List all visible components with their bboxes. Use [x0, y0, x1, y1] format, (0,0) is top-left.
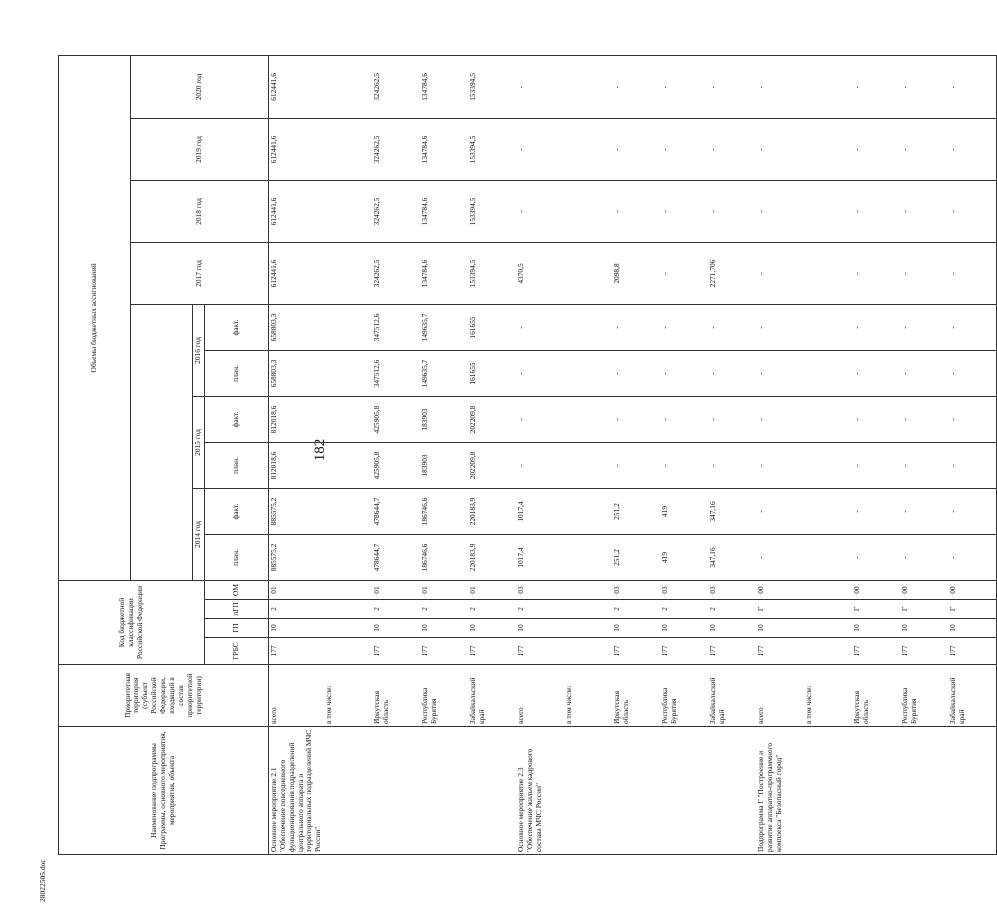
cell-f2014: 251,2 — [612, 488, 660, 534]
cell-y2018: 134784,6 — [420, 180, 468, 242]
cell-p2015: 183903 — [420, 442, 468, 488]
header-2016: 2016 год — [193, 304, 205, 396]
cell-f2015 — [564, 396, 612, 442]
cell-y2019: - — [660, 118, 708, 180]
cell-f2014: - — [756, 488, 804, 534]
cell-y2020: - — [516, 55, 564, 118]
cell-y2018 — [564, 180, 612, 242]
cell-y2019: - — [516, 118, 564, 180]
cell-grbs: 177 — [372, 638, 420, 665]
cell-y2019: - — [900, 118, 948, 180]
cell-y2018 — [324, 180, 372, 242]
cell-name — [852, 727, 900, 855]
cell-pgp: 2 — [660, 600, 708, 619]
cell-p2015: - — [852, 442, 900, 488]
cell-p2014 — [324, 534, 372, 580]
cell-om: 03 — [708, 580, 756, 599]
cell-p2015: - — [948, 442, 997, 488]
cell-f2016 — [564, 304, 612, 350]
cell-name — [660, 727, 708, 855]
cell-y2020: - — [612, 55, 660, 118]
cell-y2017: 134784,6 — [420, 242, 468, 304]
cell-y2020 — [564, 55, 612, 118]
cell-territory: в том числе: — [804, 665, 852, 727]
table-row — [804, 55, 852, 854]
cell-territory: Республика Бурятия — [900, 665, 948, 727]
cell-gp: 10 — [948, 619, 997, 638]
cell-y2017: - — [900, 242, 948, 304]
cell-p2015 — [564, 442, 612, 488]
cell-y2017: 2271,706 — [708, 242, 756, 304]
cell-grbs: 177 — [420, 638, 468, 665]
cell-p2014: - — [852, 534, 900, 580]
cell-pgp: Г — [852, 600, 900, 619]
cell-y2017: - — [660, 242, 708, 304]
cell-gp: 10 — [420, 619, 468, 638]
cell-y2017: 2098,8 — [612, 242, 660, 304]
cell-p2014: 251,2 — [612, 534, 660, 580]
cell-pgp: 2 — [268, 600, 324, 619]
cell-f2015: 425905,8 — [372, 396, 420, 442]
cell-p2015: 425905,8 — [372, 442, 420, 488]
cell-f2015: - — [708, 396, 756, 442]
table-header — [59, 55, 269, 854]
cell-f2014: 885575,2 — [268, 488, 324, 534]
cell-name — [804, 727, 852, 855]
table-row — [324, 55, 372, 854]
cell-y2017 — [324, 242, 372, 304]
header-om: ОМ — [204, 580, 268, 599]
cell-name — [708, 727, 756, 855]
cell-gp: 10 — [852, 619, 900, 638]
cell-f2016 — [804, 304, 852, 350]
cell-y2019: - — [708, 118, 756, 180]
cell-y2019 — [804, 118, 852, 180]
cell-grbs — [804, 638, 852, 665]
cell-f2015 — [324, 396, 372, 442]
cell-gp: 10 — [268, 619, 324, 638]
header-fact-2014: факт. — [204, 488, 268, 534]
cell-grbs — [324, 638, 372, 665]
cell-om: 01 — [420, 580, 468, 599]
cell-name — [900, 727, 948, 855]
cell-p2015: - — [756, 442, 804, 488]
cell-p2016: - — [708, 350, 756, 396]
cell-y2019: - — [756, 118, 804, 180]
cell-p2014: - — [756, 534, 804, 580]
table-row — [516, 55, 564, 854]
cell-y2020: - — [852, 55, 900, 118]
cell-p2016: - — [852, 350, 900, 396]
cell-gp: 10 — [516, 619, 564, 638]
cell-p2016: 658803,3 — [268, 350, 324, 396]
cell-pgp: 2 — [516, 600, 564, 619]
header-pgp: пГП — [204, 600, 268, 619]
cell-p2014: 419 — [660, 534, 708, 580]
cell-gp — [804, 619, 852, 638]
table-row — [612, 55, 660, 854]
budget-table — [58, 55, 997, 855]
cell-y2018: - — [660, 180, 708, 242]
cell-p2016: - — [948, 350, 997, 396]
cell-f2015: 812018,6 — [268, 396, 324, 442]
cell-p2014: 885575,2 — [268, 534, 324, 580]
cell-y2020: - — [756, 55, 804, 118]
cell-y2018: - — [852, 180, 900, 242]
header-fact-2016: факт. — [204, 304, 268, 350]
cell-f2015: - — [852, 396, 900, 442]
cell-y2018: 153394,5 — [468, 180, 516, 242]
header-2014: 2014 год — [193, 488, 205, 580]
cell-f2015: - — [948, 396, 997, 442]
cell-grbs: 177 — [900, 638, 948, 665]
cell-y2017: 4370,5 — [516, 242, 564, 304]
header-grbs: ГРБС — [204, 638, 268, 665]
cell-y2020: 153394,5 — [468, 55, 516, 118]
cell-f2016: - — [948, 304, 997, 350]
cell-gp: 10 — [372, 619, 420, 638]
cell-p2014: 347,16 — [708, 534, 756, 580]
cell-f2014: 347,16 — [708, 488, 756, 534]
cell-y2018: - — [708, 180, 756, 242]
header-name: Наименование подпрограммы Программы, основного мероприятия, мероприятия, объекта — [59, 727, 269, 855]
cell-y2017: 153394,5 — [468, 242, 516, 304]
cell-p2014: 220183,9 — [468, 534, 516, 580]
cell-y2019: - — [852, 118, 900, 180]
cell-territory: всего — [516, 665, 564, 727]
cell-p2016 — [324, 350, 372, 396]
cell-gp: 10 — [612, 619, 660, 638]
cell-f2014: - — [852, 488, 900, 534]
cell-pgp: Г — [900, 600, 948, 619]
header-plan-2016: план. — [204, 350, 268, 396]
cell-territory: Иркутская область — [612, 665, 660, 727]
cell-territory: Забайкальский край — [708, 665, 756, 727]
table-row — [852, 55, 900, 854]
cell-name — [468, 727, 516, 855]
cell-om: 03 — [660, 580, 708, 599]
cell-pgp: Г — [756, 600, 804, 619]
cell-p2014 — [564, 534, 612, 580]
cell-territory: в том числе: — [564, 665, 612, 727]
table-row — [564, 55, 612, 854]
cell-gp — [564, 619, 612, 638]
cell-pgp — [804, 600, 852, 619]
cell-f2016 — [324, 304, 372, 350]
cell-y2018: - — [900, 180, 948, 242]
cell-p2014: - — [948, 534, 997, 580]
cell-f2014: 1017,4 — [516, 488, 564, 534]
cell-om: 01 — [268, 580, 324, 599]
cell-p2014 — [804, 534, 852, 580]
cell-grbs: 177 — [516, 638, 564, 665]
cell-gp — [324, 619, 372, 638]
cell-grbs: 177 — [612, 638, 660, 665]
cell-pgp: 2 — [468, 600, 516, 619]
cell-p2016: 347512,6 — [372, 350, 420, 396]
cell-om: 00 — [756, 580, 804, 599]
cell-pgp — [324, 600, 372, 619]
cell-y2018: - — [756, 180, 804, 242]
cell-grbs: 177 — [708, 638, 756, 665]
cell-f2015: 183903 — [420, 396, 468, 442]
table-row — [708, 55, 756, 854]
cell-y2018 — [804, 180, 852, 242]
cell-om — [804, 580, 852, 599]
cell-y2019: - — [612, 118, 660, 180]
cell-f2016: 149635,7 — [420, 304, 468, 350]
page-number: 182 — [312, 438, 328, 462]
cell-f2014: 478644,7 — [372, 488, 420, 534]
cell-y2018: - — [612, 180, 660, 242]
header-plan-2014: план. — [204, 534, 268, 580]
cell-name: Основное мероприятие 2.1 "Обеспечение повседневного функционирования подразделений центрального аппарата и территориальных подразделений МЧС России" — [268, 727, 324, 855]
header-2015: 2015 год — [193, 396, 205, 488]
cell-name — [612, 727, 660, 855]
cell-territory: Иркутская область — [852, 665, 900, 727]
cell-y2019: - — [948, 118, 997, 180]
cell-f2016: - — [612, 304, 660, 350]
cell-grbs: 177 — [756, 638, 804, 665]
cell-p2015: - — [660, 442, 708, 488]
cell-f2014 — [324, 488, 372, 534]
cell-p2016: - — [660, 350, 708, 396]
cell-y2020: 612441,6 — [268, 55, 324, 118]
cell-om: 03 — [516, 580, 564, 599]
header-fact-2015: факт. — [204, 396, 268, 442]
cell-p2014: 1017,4 — [516, 534, 564, 580]
cell-p2015: - — [708, 442, 756, 488]
cell-y2017: - — [852, 242, 900, 304]
cell-p2015: - — [516, 442, 564, 488]
cell-pgp: 2 — [420, 600, 468, 619]
table-body — [268, 55, 996, 854]
cell-p2015: - — [612, 442, 660, 488]
header-territory: Приоритетная территория (субъект Российской Федерации, входящий в состав приоритетной территории) — [59, 665, 269, 727]
cell-y2017 — [564, 242, 612, 304]
cell-f2016: 658803,3 — [268, 304, 324, 350]
cell-p2015: 202209,8 — [468, 442, 516, 488]
cell-om — [564, 580, 612, 599]
cell-f2016: - — [660, 304, 708, 350]
cell-y2019: 153394,5 — [468, 118, 516, 180]
cell-f2014 — [804, 488, 852, 534]
cell-y2019 — [324, 118, 372, 180]
header-volumes: Объемы бюджетных ассигнований — [59, 55, 131, 580]
cell-name — [324, 727, 372, 855]
cell-y2018: 324262,5 — [372, 180, 420, 242]
cell-territory: Республика Бурятия — [660, 665, 708, 727]
cell-om — [324, 580, 372, 599]
table-row — [660, 55, 708, 854]
cell-f2015: 202209,8 — [468, 396, 516, 442]
cell-f2014: - — [948, 488, 997, 534]
header-2019: 2019 год — [131, 118, 269, 180]
cell-grbs: 177 — [852, 638, 900, 665]
cell-pgp: 2 — [708, 600, 756, 619]
cell-territory: Забайкальский край — [468, 665, 516, 727]
cell-gp: 10 — [900, 619, 948, 638]
cell-f2016: - — [852, 304, 900, 350]
cell-f2016: 161655 — [468, 304, 516, 350]
table-row — [948, 55, 997, 854]
cell-om: 00 — [900, 580, 948, 599]
cell-om: 00 — [948, 580, 997, 599]
cell-y2020: - — [660, 55, 708, 118]
header-2017: 2017 год — [131, 242, 269, 304]
cell-pgp: 2 — [372, 600, 420, 619]
cell-y2020: 324262,5 — [372, 55, 420, 118]
cell-y2017: 324262,5 — [372, 242, 420, 304]
cell-f2015 — [804, 396, 852, 442]
cell-f2014: 186746,6 — [420, 488, 468, 534]
cell-pgp: Г — [948, 600, 997, 619]
header-2018: 2018 год — [131, 180, 269, 242]
cell-y2019 — [564, 118, 612, 180]
cell-p2016: - — [612, 350, 660, 396]
cell-om: 03 — [612, 580, 660, 599]
cell-y2017: 612441,6 — [268, 242, 324, 304]
document-id: 28022505.doc — [38, 859, 47, 902]
header-gp: ГП — [204, 619, 268, 638]
cell-om: 01 — [468, 580, 516, 599]
cell-p2016: - — [900, 350, 948, 396]
cell-y2020: 134784,6 — [420, 55, 468, 118]
cell-y2020: - — [900, 55, 948, 118]
cell-f2015: - — [612, 396, 660, 442]
cell-p2016 — [564, 350, 612, 396]
cell-name — [372, 727, 420, 855]
cell-y2017: - — [756, 242, 804, 304]
cell-p2014: 478644,7 — [372, 534, 420, 580]
table-row — [420, 55, 468, 854]
cell-p2016: 149635,7 — [420, 350, 468, 396]
cell-territory: в том числе: — [324, 665, 372, 727]
cell-f2015: - — [756, 396, 804, 442]
cell-f2016: - — [900, 304, 948, 350]
cell-gp: 10 — [468, 619, 516, 638]
cell-f2015: - — [900, 396, 948, 442]
cell-grbs: 177 — [268, 638, 324, 665]
cell-y2019: 612441,6 — [268, 118, 324, 180]
cell-y2020: - — [948, 55, 997, 118]
table-row — [756, 55, 804, 854]
cell-y2020: - — [708, 55, 756, 118]
cell-territory: всего — [268, 665, 324, 727]
cell-y2019: 324262,5 — [372, 118, 420, 180]
rotated-table-container — [58, 55, 966, 855]
cell-p2016: 161655 — [468, 350, 516, 396]
cell-name — [564, 727, 612, 855]
cell-territory: Забайкальский край — [948, 665, 997, 727]
header-gap — [131, 304, 193, 580]
header-2020: 2020 год — [131, 55, 269, 118]
cell-y2020 — [324, 55, 372, 118]
table-row — [900, 55, 948, 854]
cell-gp: 10 — [660, 619, 708, 638]
cell-f2016: - — [516, 304, 564, 350]
cell-y2018: 612441,6 — [268, 180, 324, 242]
header-plan-2015: план. — [204, 442, 268, 488]
cell-f2016: - — [708, 304, 756, 350]
cell-gp: 10 — [756, 619, 804, 638]
cell-f2016: 347512,6 — [372, 304, 420, 350]
cell-grbs: 177 — [948, 638, 997, 665]
cell-f2014 — [564, 488, 612, 534]
cell-y2019: 134784,6 — [420, 118, 468, 180]
cell-p2014: 186746,6 — [420, 534, 468, 580]
cell-p2015 — [804, 442, 852, 488]
cell-territory: Иркутская область — [372, 665, 420, 727]
cell-name — [420, 727, 468, 855]
cell-name — [948, 727, 997, 855]
cell-y2018: - — [948, 180, 997, 242]
cell-p2016 — [804, 350, 852, 396]
cell-grbs: 177 — [468, 638, 516, 665]
cell-om: 01 — [372, 580, 420, 599]
cell-f2014: 220183,9 — [468, 488, 516, 534]
cell-y2018: - — [516, 180, 564, 242]
cell-f2014: 419 — [660, 488, 708, 534]
cell-f2015: - — [516, 396, 564, 442]
cell-territory: всего — [756, 665, 804, 727]
table-row — [372, 55, 420, 854]
cell-name: Подпрограмма Г "Построение и развитие аппаратно-программного комплекса "Безопасный город" — [756, 727, 804, 855]
cell-p2014: - — [900, 534, 948, 580]
cell-p2015: - — [900, 442, 948, 488]
cell-pgp — [564, 600, 612, 619]
cell-p2015: 812018,6 — [268, 442, 324, 488]
table-row — [268, 55, 324, 854]
cell-gp: 10 — [708, 619, 756, 638]
cell-f2016: - — [756, 304, 804, 350]
cell-p2016: - — [516, 350, 564, 396]
cell-grbs: 177 — [660, 638, 708, 665]
table-row — [468, 55, 516, 854]
cell-f2015: - — [660, 396, 708, 442]
cell-y2017: - — [948, 242, 997, 304]
cell-y2020 — [804, 55, 852, 118]
cell-p2015 — [324, 442, 372, 488]
cell-territory: Республика Бурятия — [420, 665, 468, 727]
cell-f2014: - — [900, 488, 948, 534]
header-kbk: Код бюджетной классификации Российской Федерации — [59, 580, 205, 664]
cell-grbs — [564, 638, 612, 665]
cell-y2017 — [804, 242, 852, 304]
cell-p2016: - — [756, 350, 804, 396]
cell-name: Основное мероприятие 2.3 "Обеспечение жильем кадрового состава МЧС России" — [516, 727, 564, 855]
cell-om: 00 — [852, 580, 900, 599]
cell-pgp: 2 — [612, 600, 660, 619]
